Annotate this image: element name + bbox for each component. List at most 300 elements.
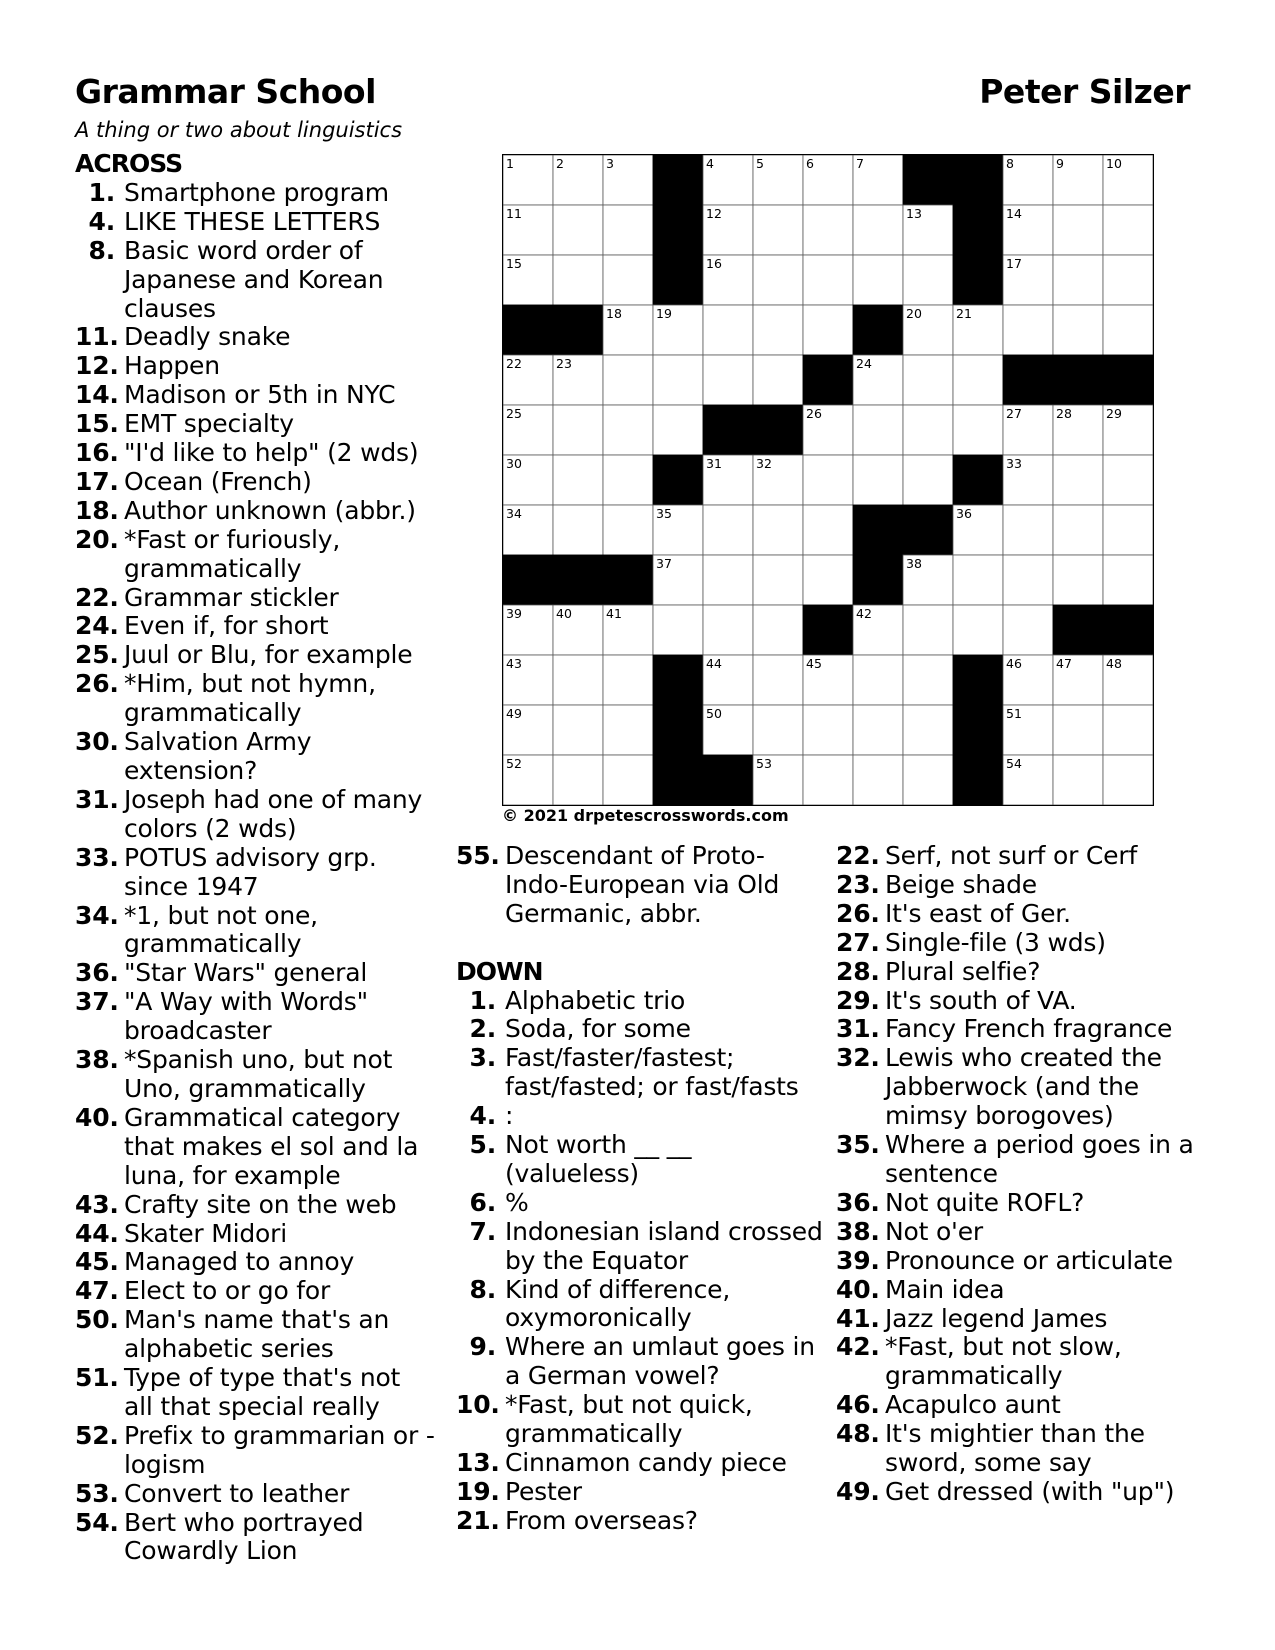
- grid-cell[interactable]: [603, 255, 653, 305]
- clue-text: POTUS advisory grp. since 1947: [124, 842, 377, 901]
- grid-cell[interactable]: [1103, 305, 1153, 355]
- across-clue: [75, 1364, 435, 1422]
- clue-text: *1, but not one, grammatically: [124, 900, 318, 959]
- across-clue: [75, 728, 435, 786]
- down-clue: [836, 1131, 1206, 1189]
- grid-cell[interactable]: [903, 355, 953, 405]
- clue-number: 26.: [836, 898, 880, 928]
- grid-cell-number: 37: [656, 556, 672, 571]
- grid-block: [653, 655, 703, 705]
- clue-number: 13.: [456, 1448, 500, 1477]
- grid-cell[interactable]: [553, 255, 603, 305]
- grid-cell[interactable]: [853, 755, 903, 805]
- clue-text: Managed to annoy: [124, 1247, 355, 1277]
- grid-cell-number: 40: [556, 606, 572, 621]
- grid-cell-number: 29: [1106, 406, 1122, 421]
- grid-cell-number: 5: [756, 156, 764, 171]
- grid-cell[interactable]: [703, 605, 753, 655]
- grid-cell[interactable]: [903, 755, 953, 805]
- clue-number: 11.: [75, 322, 119, 352]
- grid-cell[interactable]: [1053, 705, 1103, 755]
- grid-block: [853, 305, 903, 355]
- grid-cell[interactable]: [553, 655, 603, 705]
- grid-cell-number: 51: [1006, 706, 1022, 721]
- grid-block: [1003, 355, 1053, 405]
- grid-cell[interactable]: [553, 755, 603, 805]
- grid-cell[interactable]: [853, 705, 903, 755]
- grid-block: [653, 255, 703, 305]
- grid-cell-number: 11: [506, 206, 522, 221]
- down-clue: [456, 1102, 826, 1131]
- grid-cell[interactable]: [1053, 305, 1103, 355]
- clue-text: Jazz legend James: [885, 1303, 1108, 1333]
- clue-number: 33.: [75, 842, 119, 872]
- clue-text: Basic word order of Japanese and Korean clauses: [124, 235, 384, 323]
- grid-cell[interactable]: [753, 305, 803, 355]
- grid-block: [653, 155, 703, 205]
- grid-cell[interactable]: [903, 455, 953, 505]
- clue-number: 52.: [75, 1420, 119, 1450]
- clue-text: Cinnamon candy piece: [505, 1448, 787, 1477]
- across-clue: [75, 844, 435, 902]
- grid-cell[interactable]: [953, 605, 1003, 655]
- clue-number: 48.: [836, 1419, 880, 1449]
- clue-number: 31.: [75, 784, 119, 814]
- grid-cell[interactable]: [1003, 505, 1053, 555]
- grid-cell[interactable]: [753, 705, 803, 755]
- grid-cell[interactable]: [653, 605, 703, 655]
- grid-cell[interactable]: [803, 555, 853, 605]
- grid-cell-number: 2: [556, 156, 564, 171]
- clue-number: 36.: [75, 958, 119, 988]
- grid-cell[interactable]: [953, 355, 1003, 405]
- grid-cell[interactable]: [1103, 555, 1153, 605]
- across-clue: [75, 526, 435, 584]
- grid-cell[interactable]: [803, 455, 853, 505]
- grid-cell[interactable]: [803, 705, 853, 755]
- clue-number: 31.: [836, 1014, 880, 1044]
- grid-cell-number: 48: [1106, 656, 1122, 671]
- grid-cell[interactable]: [603, 755, 653, 805]
- grid-block: [953, 755, 1003, 805]
- clue-number: 8.: [469, 1274, 496, 1304]
- clue-number: 44.: [75, 1218, 119, 1248]
- clue-number: 51.: [75, 1363, 119, 1393]
- across-clue-list: [75, 179, 435, 1567]
- clue-text: LIKE THESE LETTERS: [124, 206, 381, 236]
- grid-block: [603, 555, 653, 605]
- spacer: [456, 929, 826, 958]
- across-clue: [75, 959, 435, 988]
- grid-cell[interactable]: [803, 505, 853, 555]
- down-heading: DOWN: [456, 956, 543, 986]
- across-clue: [75, 670, 435, 728]
- grid-block: [653, 705, 703, 755]
- clue-text: Skater Midori: [124, 1218, 287, 1248]
- clue-text: Madison or 5th in NYC: [124, 380, 396, 410]
- clue-text: Lewis who created the Jabberwock (and the mimsy borogoves): [885, 1043, 1162, 1131]
- grid-cell[interactable]: [1053, 255, 1103, 305]
- grid-cell[interactable]: [853, 255, 903, 305]
- clue-number: 38.: [836, 1216, 880, 1246]
- across-clue: [75, 1104, 435, 1191]
- grid-cell-number: 22: [506, 356, 522, 371]
- clue-number: 27.: [836, 927, 880, 957]
- grid-cell[interactable]: [1003, 555, 1053, 605]
- across-clue: [456, 842, 826, 929]
- grid-cell[interactable]: [753, 605, 803, 655]
- copyright-notice: © 2021 drpetescrosswords.com: [502, 806, 789, 825]
- down-clue: [836, 1015, 1206, 1044]
- grid-block: [853, 505, 903, 555]
- clue-number: 8.: [88, 235, 115, 265]
- grid-cell[interactable]: [1053, 555, 1103, 605]
- grid-block: [803, 605, 853, 655]
- clue-number: 7.: [469, 1216, 496, 1246]
- grid-cell[interactable]: [1103, 755, 1153, 805]
- clue-text: Indonesian island crossed by the Equator: [505, 1216, 823, 1275]
- clue-text: Not worth __ __ (valueless): [505, 1130, 692, 1188]
- puzzle-title: Grammar School: [75, 72, 376, 111]
- down-clue: [456, 1189, 826, 1218]
- grid-block: [703, 405, 753, 455]
- clue-number: 5.: [469, 1130, 496, 1160]
- clue-number: 17.: [75, 466, 119, 496]
- grid-cell[interactable]: [1103, 205, 1153, 255]
- grid-block: [1053, 355, 1103, 405]
- crossword-grid[interactable]: [502, 154, 1154, 806]
- grid-block: [1103, 605, 1153, 655]
- clue-number: 53.: [75, 1478, 119, 1508]
- clue-text: %: [505, 1187, 529, 1217]
- grid-cell-number: 53: [756, 756, 772, 771]
- grid-cell[interactable]: [903, 705, 953, 755]
- grid-cell-number: 33: [1006, 456, 1022, 471]
- down-clue: [836, 1391, 1206, 1420]
- down-clue: [456, 1391, 826, 1449]
- grid-cell-number: 13: [906, 206, 922, 221]
- clue-number: 22.: [836, 841, 880, 870]
- clue-text: Prefix to grammarian or -logism: [124, 1420, 435, 1479]
- grid-cell-number: 20: [906, 306, 922, 321]
- clue-text: Alphabetic trio: [505, 985, 686, 1015]
- clue-number: 15.: [75, 409, 119, 439]
- clue-text: Smartphone program: [124, 177, 389, 207]
- grid-cell-number: 8: [1006, 156, 1014, 171]
- across-clue: [75, 410, 435, 439]
- across-clue: [75, 352, 435, 381]
- grid-block: [653, 455, 703, 505]
- grid-block: [953, 455, 1003, 505]
- clue-number: 36.: [836, 1187, 880, 1217]
- grid-cell[interactable]: [553, 205, 603, 255]
- grid-cell-number: 50: [706, 706, 722, 721]
- grid-cell-number: 36: [956, 506, 972, 521]
- down-clue: [836, 1218, 1206, 1247]
- clue-text: It's south of VA.: [885, 985, 1077, 1015]
- clue-number: 37.: [75, 987, 119, 1017]
- grid-cell[interactable]: [603, 705, 653, 755]
- grid-block: [1053, 605, 1103, 655]
- down-clue: [456, 1218, 826, 1276]
- grid-cell[interactable]: [603, 405, 653, 455]
- across-clue: [75, 988, 435, 1046]
- clue-text: EMT specialty: [124, 409, 294, 439]
- clue-text: Fast/faster/fastest; fast/fasted; or fast/fasts: [505, 1043, 799, 1102]
- across-clue: [75, 439, 435, 468]
- clue-text: Author unknown (abbr.): [124, 495, 416, 525]
- grid-cell-number: 15: [506, 256, 522, 271]
- grid-block: [703, 755, 753, 805]
- grid-cell-number: 45: [806, 656, 822, 671]
- clue-number: 2.: [469, 1014, 496, 1044]
- grid-cell[interactable]: [753, 555, 803, 605]
- clue-text: Ocean (French): [124, 466, 312, 496]
- clue-text: Get dressed (with "up"): [885, 1476, 1175, 1506]
- clue-text: "A Way with Words" broadcaster: [124, 987, 368, 1046]
- grid-block: [1103, 355, 1153, 405]
- clue-number: 40.: [836, 1274, 880, 1304]
- clue-number: 46.: [836, 1390, 880, 1420]
- down-clue: [836, 842, 1206, 871]
- down-clue: [836, 1420, 1206, 1478]
- across-clue: [75, 323, 435, 352]
- clue-number: 26.: [75, 669, 119, 699]
- clue-number: 30.: [75, 727, 119, 757]
- grid-cell[interactable]: [703, 505, 753, 555]
- across-heading: ACROSS: [75, 149, 183, 178]
- clue-number: 21.: [456, 1505, 500, 1535]
- clue-text: Not quite ROFL?: [885, 1187, 1085, 1217]
- grid-cell[interactable]: [703, 305, 753, 355]
- grid-cell[interactable]: [953, 405, 1003, 455]
- grid-cell-number: 19: [656, 306, 672, 321]
- grid-cell-number: 10: [1106, 156, 1122, 171]
- across-clue: [75, 612, 435, 641]
- grid-cell-number: 12: [706, 206, 722, 221]
- grid-cell[interactable]: [853, 455, 903, 505]
- down-clue-list: [456, 987, 826, 1536]
- across-clue: [75, 1480, 435, 1509]
- grid-cell[interactable]: [1103, 505, 1153, 555]
- grid-cell[interactable]: [1053, 755, 1103, 805]
- right-clues-column: [836, 842, 1206, 1507]
- clue-number: 35.: [836, 1130, 880, 1160]
- grid-cell[interactable]: [903, 605, 953, 655]
- grid-cell[interactable]: [1053, 455, 1103, 505]
- grid-cell[interactable]: [703, 355, 753, 405]
- across-clue: [75, 381, 435, 410]
- clue-text: Fancy French fragrance: [885, 1014, 1173, 1044]
- clue-number: 22.: [75, 582, 119, 612]
- across-clue: [75, 1509, 435, 1567]
- grid-cell[interactable]: [903, 405, 953, 455]
- clue-number: 41.: [836, 1303, 880, 1333]
- grid-cell[interactable]: [753, 205, 803, 255]
- grid-block: [903, 155, 953, 205]
- clue-number: 9.: [469, 1332, 496, 1362]
- grid-cell-number: 27: [1006, 406, 1022, 421]
- across-clue: [75, 584, 435, 613]
- crossword-grid-svg[interactable]: [503, 155, 1153, 805]
- clue-text: Man's name that's an alphabetic series: [124, 1305, 390, 1364]
- clue-number: 28.: [836, 956, 880, 986]
- clue-number: 29.: [836, 985, 880, 1015]
- down-clue: [456, 1478, 826, 1507]
- clue-number: 10.: [456, 1390, 500, 1420]
- clue-text: Grammar stickler: [124, 582, 339, 612]
- across-clue: [75, 468, 435, 497]
- grid-cell[interactable]: [1053, 205, 1103, 255]
- grid-cell[interactable]: [953, 555, 1003, 605]
- grid-cell-number: 18: [606, 306, 622, 321]
- down-clue: [836, 1276, 1206, 1305]
- down-clue: [836, 987, 1206, 1016]
- clue-text: Type of type that's not all that special really: [124, 1363, 401, 1421]
- clue-number: 4.: [469, 1101, 496, 1131]
- grid-cell[interactable]: [853, 655, 903, 705]
- grid-block: [953, 205, 1003, 255]
- clue-number: 23.: [836, 869, 880, 899]
- grid-cell[interactable]: [853, 405, 903, 455]
- grid-cell-number: 23: [556, 356, 572, 371]
- clue-number: 42.: [836, 1332, 880, 1362]
- grid-block: [903, 505, 953, 555]
- grid-cell-number: 49: [506, 706, 522, 721]
- grid-cell[interactable]: [553, 405, 603, 455]
- clue-text: "Star Wars" general: [124, 958, 368, 988]
- grid-cell-number: 41: [606, 606, 622, 621]
- grid-cell-number: 43: [506, 656, 522, 671]
- grid-cell-number: 9: [1056, 156, 1064, 171]
- grid-cell[interactable]: [903, 655, 953, 705]
- grid-cell[interactable]: [603, 505, 653, 555]
- grid-cell[interactable]: [903, 255, 953, 305]
- across-clue: [75, 208, 435, 237]
- clue-number: 14.: [75, 380, 119, 410]
- across-clue: [75, 641, 435, 670]
- grid-cell[interactable]: [553, 705, 603, 755]
- grid-cell[interactable]: [1103, 455, 1153, 505]
- grid-cell-number: 17: [1006, 256, 1022, 271]
- down-clue: [836, 1333, 1206, 1391]
- grid-cell-number: 6: [806, 156, 814, 171]
- grid-block: [553, 305, 603, 355]
- clue-text: Serf, not surf or Cerf: [885, 841, 1138, 870]
- grid-cell[interactable]: [603, 655, 653, 705]
- grid-cell-number: 34: [506, 506, 522, 521]
- clue-text: Deadly snake: [124, 322, 291, 352]
- clue-text: "I'd like to help" (2 wds): [124, 438, 419, 468]
- clue-text: Beige shade: [885, 869, 1037, 899]
- down-clue: [836, 1478, 1206, 1507]
- across-clue: [75, 1306, 435, 1364]
- grid-block: [853, 555, 903, 605]
- grid-cell[interactable]: [803, 305, 853, 355]
- clue-text: :: [505, 1101, 514, 1131]
- grid-cell-number: 52: [506, 756, 522, 771]
- grid-cell[interactable]: [553, 505, 603, 555]
- down-clue: [836, 1305, 1206, 1334]
- clue-number: 25.: [75, 640, 119, 670]
- grid-cell[interactable]: [1103, 705, 1153, 755]
- grid-cell-number: 1: [506, 156, 514, 171]
- across-clue: [75, 1248, 435, 1277]
- down-clue: [456, 1131, 826, 1189]
- clue-number: 16.: [75, 438, 119, 468]
- across-clue: [75, 497, 435, 526]
- grid-block: [653, 205, 703, 255]
- grid-cell[interactable]: [803, 205, 853, 255]
- clue-text: Acapulco aunt: [885, 1390, 1061, 1420]
- grid-cell[interactable]: [703, 555, 753, 605]
- middle-clues-column: [456, 842, 826, 1536]
- grid-cell-number: 30: [506, 456, 522, 471]
- grid-cell[interactable]: [603, 205, 653, 255]
- grid-block: [953, 155, 1003, 205]
- clue-number: 38.: [75, 1045, 119, 1075]
- grid-cell[interactable]: [553, 455, 603, 505]
- across-clue: [75, 786, 435, 844]
- clue-text: Bert who portrayed Cowardly Lion: [124, 1507, 364, 1566]
- clue-number: 43.: [75, 1189, 119, 1219]
- across-clue: [75, 1191, 435, 1220]
- clue-text: Plural selfie?: [885, 956, 1041, 986]
- clue-number: 54.: [75, 1507, 119, 1537]
- grid-cell[interactable]: [603, 355, 653, 405]
- clue-number: 47.: [75, 1276, 119, 1306]
- grid-cell[interactable]: [753, 505, 803, 555]
- clue-text: Joseph had one of many colors (2 wds): [124, 784, 423, 843]
- grid-cell[interactable]: [1003, 605, 1053, 655]
- grid-block: [953, 655, 1003, 705]
- clue-number: 39.: [836, 1245, 880, 1275]
- grid-cell[interactable]: [653, 355, 703, 405]
- clue-text: *Him, but not hymn, grammatically: [124, 669, 376, 728]
- grid-cell[interactable]: [1003, 305, 1053, 355]
- grid-cell[interactable]: [1053, 505, 1103, 555]
- grid-block: [553, 555, 603, 605]
- grid-cell[interactable]: [653, 405, 703, 455]
- grid-cell[interactable]: [1103, 255, 1153, 305]
- clue-number: 1.: [88, 177, 115, 207]
- grid-cell-number: 26: [806, 406, 822, 421]
- grid-block: [803, 355, 853, 405]
- clue-text: *Spanish uno, but not Uno, grammatically: [124, 1045, 393, 1103]
- grid-block: [953, 255, 1003, 305]
- grid-cell[interactable]: [603, 455, 653, 505]
- clue-text: Even if, for short: [124, 611, 329, 641]
- grid-cell[interactable]: [853, 205, 903, 255]
- down-clue: [456, 1449, 826, 1478]
- grid-cell[interactable]: [753, 655, 803, 705]
- clue-text: Salvation Army extension?: [124, 727, 312, 786]
- grid-cell-number: 28: [1056, 406, 1072, 421]
- grid-block: [503, 305, 553, 355]
- puzzle-author: Peter Silzer: [979, 72, 1190, 111]
- clue-text: Convert to leather: [124, 1478, 350, 1508]
- grid-cell[interactable]: [753, 255, 803, 305]
- grid-cell-number: 32: [756, 456, 772, 471]
- clue-number: 34.: [75, 900, 119, 930]
- clue-number: 19.: [456, 1476, 500, 1506]
- grid-cell[interactable]: [753, 355, 803, 405]
- clue-text: *Fast, but not quick, grammatically: [505, 1390, 753, 1449]
- grid-cell-number: 31: [706, 456, 722, 471]
- across-clue: [75, 1422, 435, 1480]
- grid-cell[interactable]: [803, 255, 853, 305]
- grid-cell[interactable]: [803, 755, 853, 805]
